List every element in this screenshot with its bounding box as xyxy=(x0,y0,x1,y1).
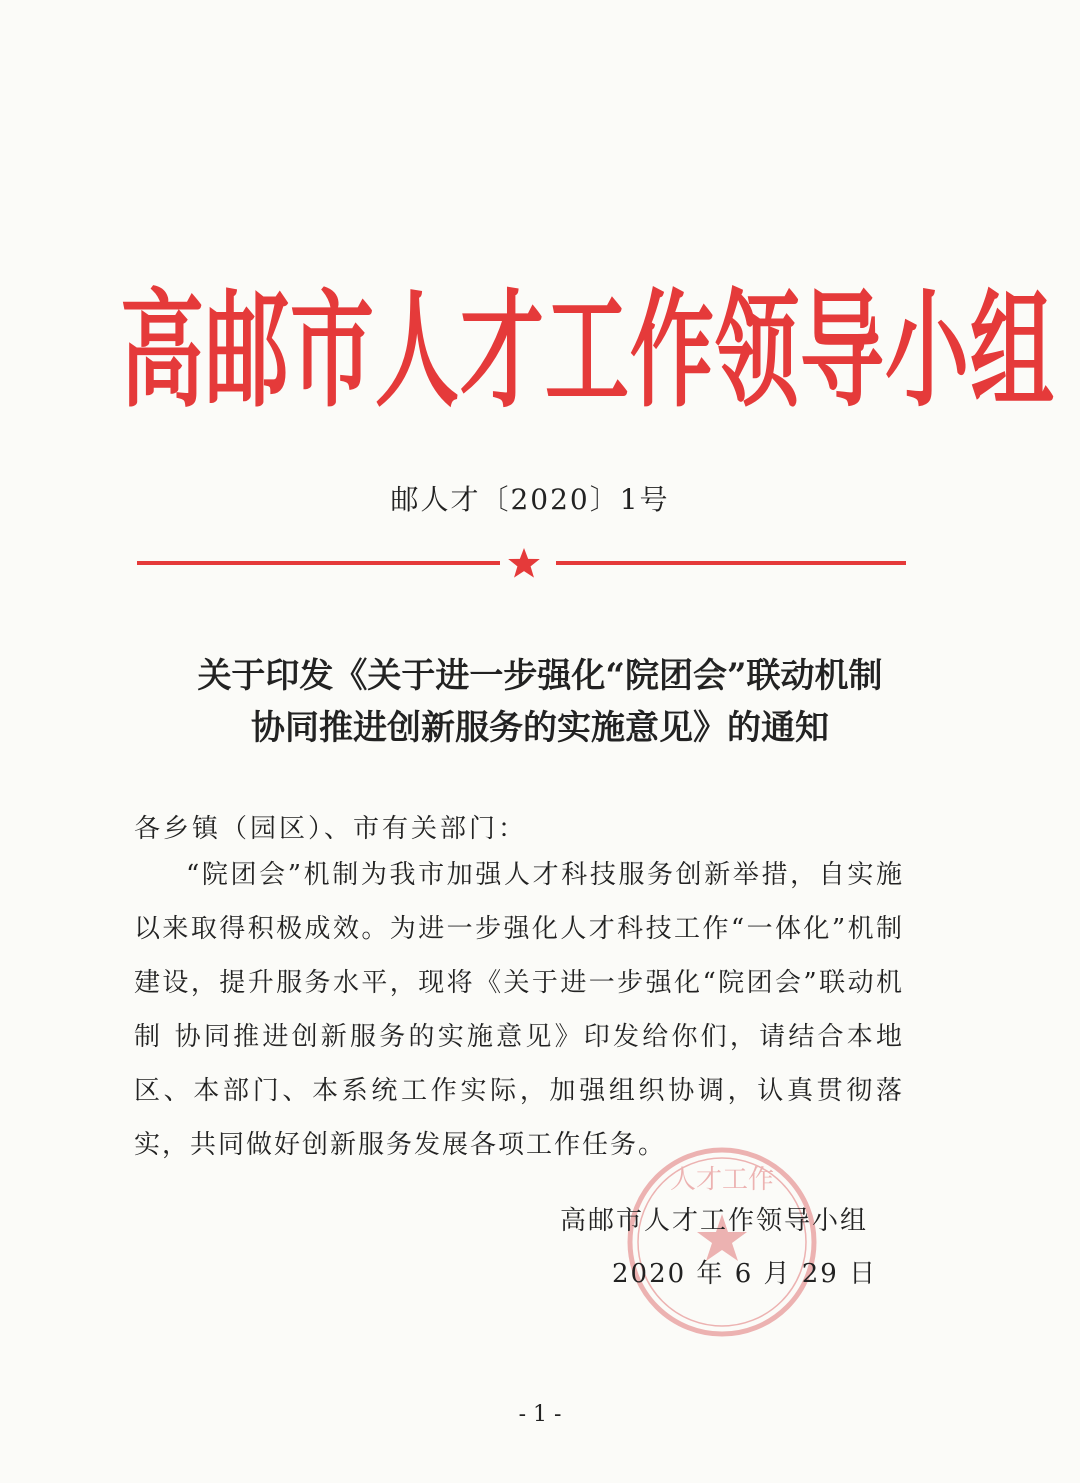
red-rule-right xyxy=(556,561,906,565)
official-seal-icon xyxy=(622,1142,822,1342)
star-icon xyxy=(506,547,542,579)
red-rule-left xyxy=(137,561,500,565)
notice-title-line-2: 协同推进创新服务的实施意见》的通知 xyxy=(251,708,829,748)
seal-text: 人才工作 xyxy=(669,1165,775,1195)
signatory: 高邮市人才工作领导小组 xyxy=(560,1206,869,1236)
salutation: 各乡镇（园区）、市有关部门： xyxy=(134,814,528,844)
notice-title xyxy=(80,650,1000,754)
notice-title-line-1: 关于印发《关于进一步强化“院团会”联动机制 xyxy=(197,656,883,696)
body-paragraph: “院团会”机制为我市加强人才科技服务创新举措，自实施以来取得积极成效。为进一步强化人才科技工作“一体化”机制建设，提升服务水平，现将《关于进一步强化“院团会”联动机制 协同推进创新服务的实施意见》印发给你们，请结合本地区、本部门、本系统工作实际，加强组织协调，认真贯彻落实，共同做好创新服务发展各项工作任务。 xyxy=(134,860,904,1160)
document-number: 邮人才〔2020〕1号 xyxy=(390,483,670,516)
issuer-title: 高邮市人才工作领导小组 xyxy=(120,277,1056,425)
sign-date: 2020 年 6 月 29 日 xyxy=(612,1259,878,1289)
page-number: - 1 - xyxy=(518,1402,562,1427)
